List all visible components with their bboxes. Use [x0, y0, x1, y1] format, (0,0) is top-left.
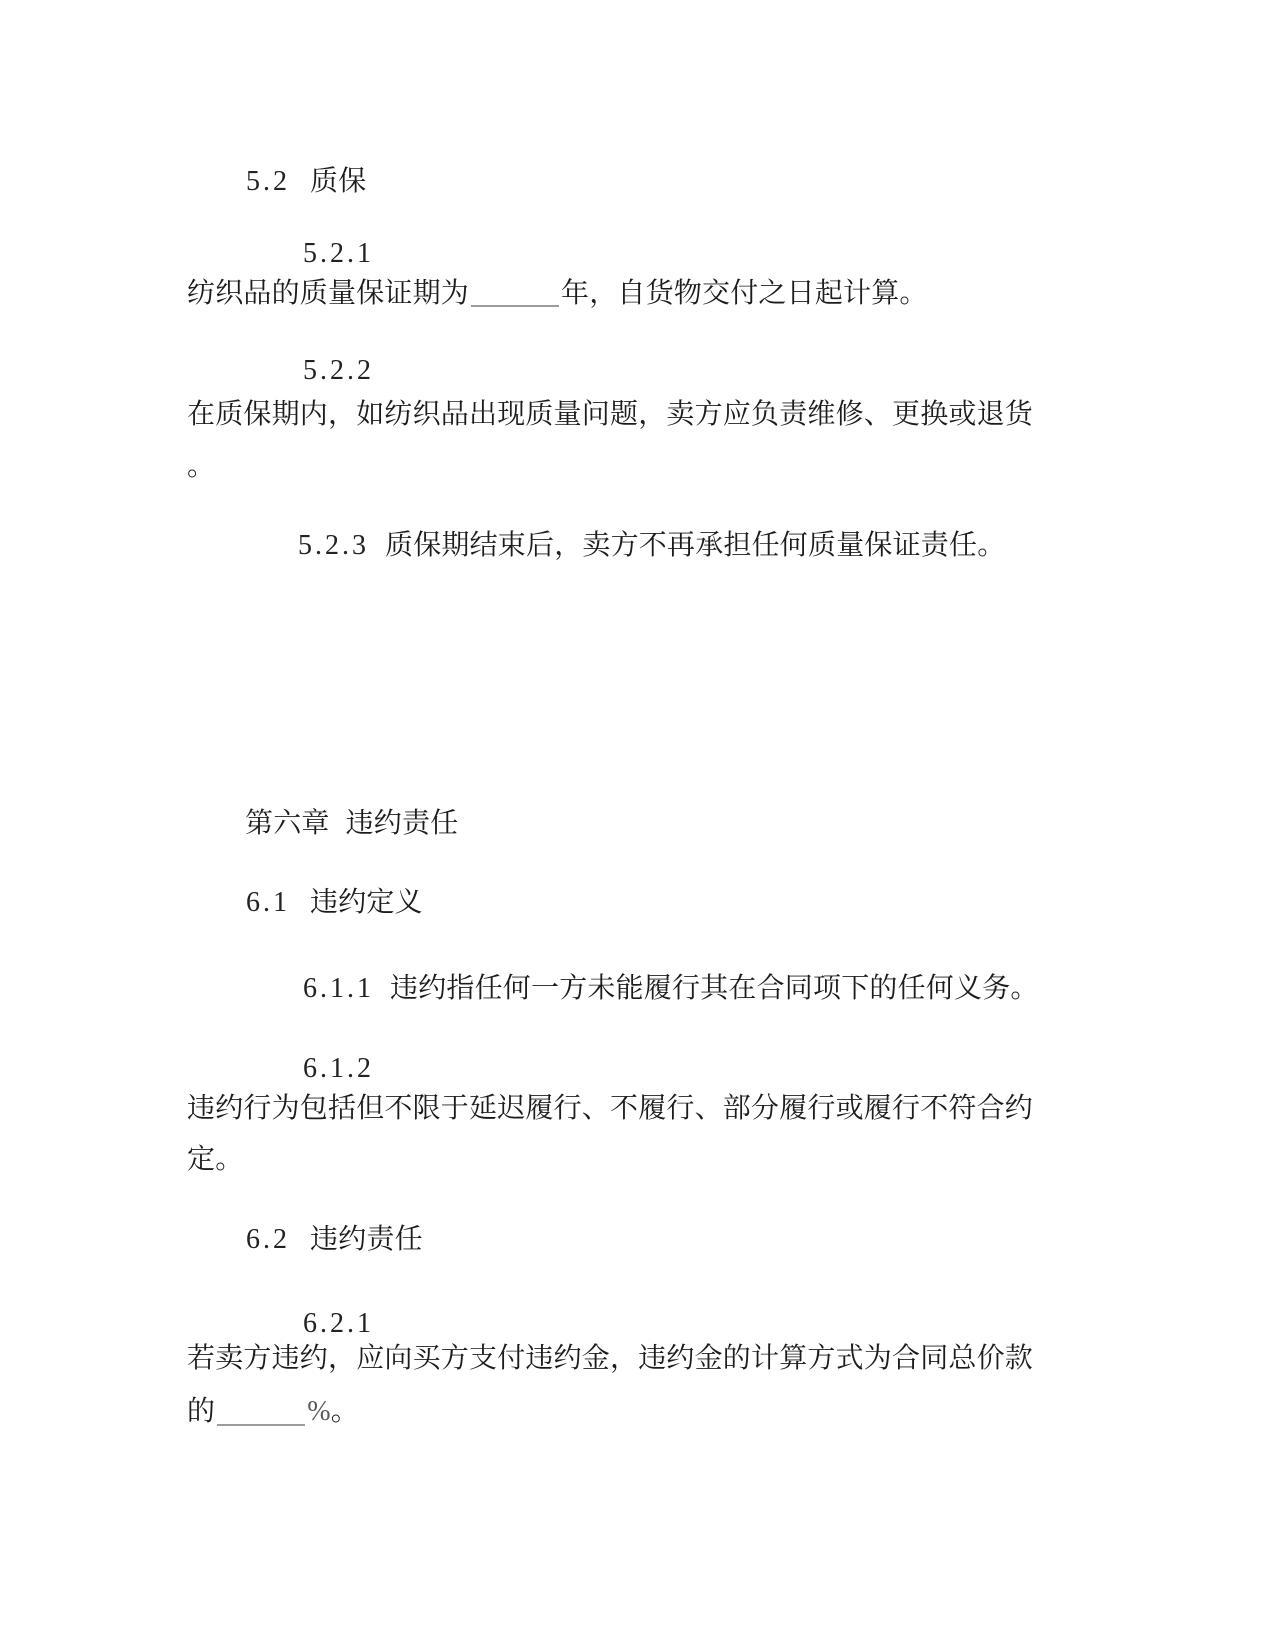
- section-title-6-1: 违约定义: [310, 886, 423, 917]
- percent-sign: %: [307, 1396, 331, 1427]
- clause-number-6-1-1: 6.1.1: [303, 973, 374, 1004]
- clause-number-5-2-1: 5.2.1: [303, 238, 374, 269]
- clause-text-5-2-3: 质保期结束后，卖方不再承担任何质量保证责任。: [385, 529, 1006, 560]
- penalty-percentage-blank-field: [217, 1399, 305, 1426]
- clause-5-2-3: [298, 531, 1005, 560]
- clause-number-5-2-2: 5.2.2: [303, 355, 374, 386]
- clause-6-2-1-line2-prefix: 的: [187, 1395, 216, 1426]
- chapter-number-6: 第六章: [245, 807, 330, 838]
- section-number-6-2: 6.2: [246, 1224, 290, 1255]
- clause-number-5-2-3: 5.2.3: [298, 530, 369, 561]
- clause-text-6-1-2-line2: 定。: [187, 1143, 244, 1174]
- clause-text-6-2-1-line2: [187, 1397, 359, 1426]
- clause-5-2-1-after-blank: 年，自货物交付之日起计算。: [561, 277, 928, 308]
- clause-number-6-2-1: 6.2.1: [303, 1308, 374, 1339]
- section-title-6-2: 违约责任: [310, 1223, 423, 1254]
- section-number-6-1: 6.1: [246, 887, 290, 918]
- chapter-title-6: 违约责任: [345, 807, 459, 838]
- section-heading-6-2: [246, 1225, 423, 1254]
- clause-text-6-1-2-line1: 违约行为包括但不限于延迟履行、不履行、部分履行或履行不符合约: [187, 1092, 1034, 1123]
- clause-text-5-2-1: [187, 279, 928, 307]
- warranty-years-blank-field: [471, 280, 559, 307]
- clause-number-6-1-2: 6.1.2: [303, 1053, 374, 1084]
- chapter-heading-6: [245, 809, 458, 837]
- clause-text-5-2-2-line2: 。: [187, 450, 216, 481]
- section-title-5-2: 质保: [310, 165, 367, 196]
- clause-text-5-2-2-line1: 在质保期内，如纺织品出现质量问题，卖方应负责维修、更换或退货: [187, 398, 1034, 429]
- clause-text-6-2-1-line1: 若卖方违约，应向买方支付违约金，违约金的计算方式为合同总价款: [187, 1342, 1034, 1373]
- clause-6-2-1-line2-period: 。: [330, 1395, 359, 1426]
- clause-text-6-1-1: 违约指任何一方未能履行其在合同项下的任何义务。: [390, 972, 1039, 1003]
- clause-6-1-1: [303, 974, 1039, 1003]
- section-heading-6-1: [246, 888, 423, 917]
- clause-5-2-1-before-blank: 纺织品的质量保证期为: [187, 277, 470, 308]
- section-number-5-2: 5.2: [246, 166, 290, 197]
- section-heading-5-2: [246, 167, 366, 196]
